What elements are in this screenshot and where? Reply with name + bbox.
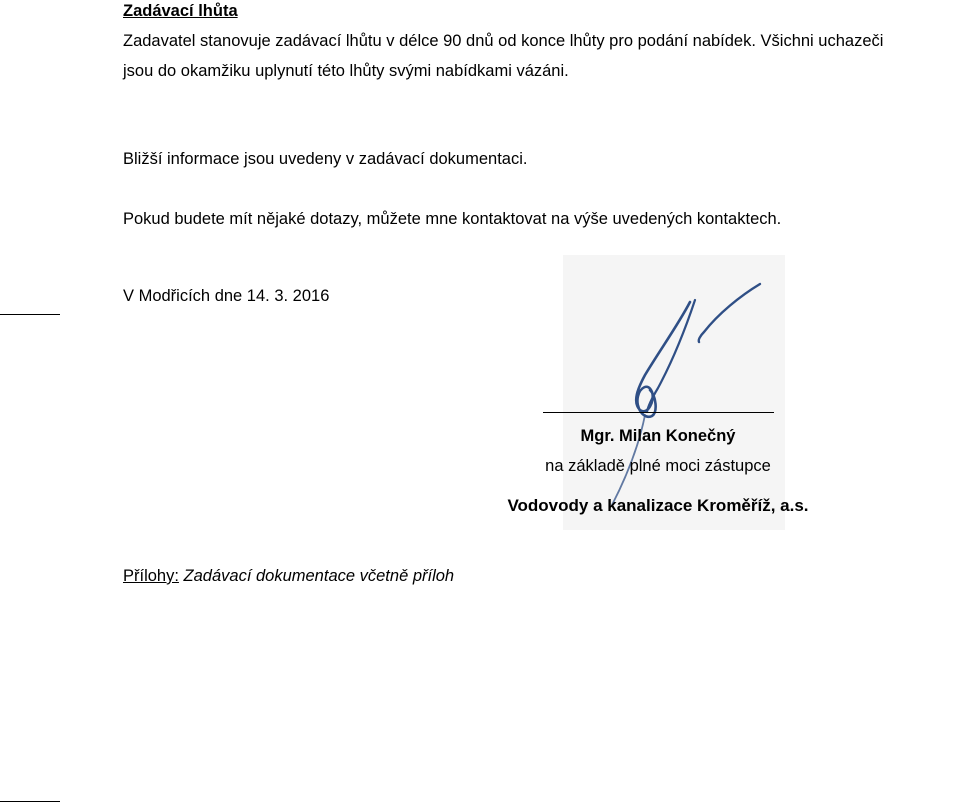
margin-fold-mark-top <box>0 314 60 315</box>
margin-fold-mark-bottom <box>0 801 60 802</box>
paragraph-1-line-1: Zadavatel stanovuje zadávací lhůtu v délce 90 dnů od konce lhůty pro podání nabídek. Všichni uchazeči <box>123 32 884 50</box>
handwritten-signature <box>600 270 800 530</box>
paragraph-1-line-2: jsou do okamžiku uplynutí této lhůty svými nabídkami vázáni. <box>123 62 569 80</box>
signature-stroke-long <box>647 300 695 412</box>
paragraph-2: Bližší informace jsou uvedeny v zadávací dokumentaci. <box>123 150 528 168</box>
attachments-line <box>123 566 454 586</box>
signer-role: na základě plné moci zástupce <box>545 457 771 475</box>
place-date: V Modřicích dne 14. 3. 2016 <box>123 287 330 305</box>
attachments-label: Přílohy: <box>123 567 179 585</box>
attachments-value: Zadávací dokumentace včetně příloh <box>183 567 455 585</box>
signer-name: Mgr. Milan Konečný <box>580 427 736 445</box>
signer-company: Vodovody a kanalizace Kroměříž, a.s. <box>507 496 809 515</box>
paragraph-3: Pokud budete mít nějaké dotazy, můžete mne kontaktovat na výše uvedených kontaktech. <box>123 210 782 228</box>
section-heading: Zadávací lhůta <box>123 2 238 20</box>
signature-line <box>543 412 774 413</box>
signature-stroke-main <box>636 302 690 417</box>
signature-stroke-right <box>699 284 760 342</box>
